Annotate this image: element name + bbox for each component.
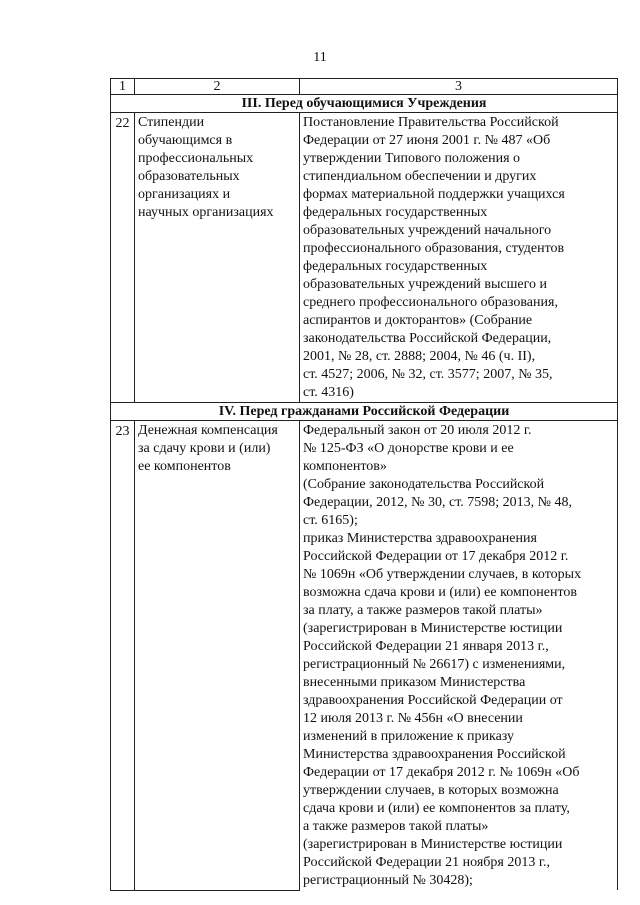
table-header-row — [111, 79, 618, 95]
legal-basis: Федеральный закон от 20 июля 2012 г. № 125-ФЗ «О донорстве крови и ее компонентов» (Собрание законодательства Российской Федерации, 2012, № 30, ст. 7598; 2013, № 48, ст. 6165); приказ Министерства здравоохранения Российской Федерации от 17 декабря 2012 г. № 1069н «Об утверждении случаев, в которых возможна сдача крови и (или) ее компонентов за плату, а также размеров такой платы» (зарегистрирован в Министерстве юстиции Российской Федерации 21 января 2013 г., регистрационный № 26617) с изменениями, внесенными приказом Министерства здравоохранения Российской Федерации от 12 июля 2013 г. № 456н «О внесении изменений в приложение к приказу Министерства здравоохранения Российской Федерации от 17 декабря 2012 г. № 1069н «Об утверждении случаев, в которых возможна сдача крови и (или) ее компонентов за плату, а также размеров такой платы» (зарегистрирован в Министерстве юстиции Российской Федерации 21 ноября 2013 г., регистрационный № 30428); — [300, 421, 618, 891]
legal-basis: Постановление Правительства Российской Федерации от 27 июня 2001 г. № 487 «Об утверждении Типового положения о стипендиальном обеспечении и других формах материальной поддержки учащихся федеральных государственных образовательных учреждений начального профессионального образования, студентов федеральных государственных образовательных учреждений высшего и среднего профессионального образования, аспирантов и докторантов» (Собрание законодательства Российской Федерации, 2001, № 28, ст. 2888; 2004, № 46 (ч. II), ст. 4527; 2006, № 32, ст. 3577; 2007, № 35, ст. 4316) — [300, 113, 618, 403]
header-col-1: 1 — [111, 79, 135, 95]
section-heading-row — [111, 95, 618, 113]
section-title: IV. Перед гражданами Российской Федерации — [111, 403, 618, 421]
section-heading-row — [111, 403, 618, 421]
obligations-table — [110, 78, 618, 891]
row-number: 22 — [111, 113, 135, 403]
table-row — [111, 113, 618, 403]
obligation-name: Денежная компенсация за сдачу крови и (или) ее компонентов — [135, 421, 300, 891]
row-number: 23 — [111, 421, 135, 891]
section-title: III. Перед обучающимися Учреждения — [111, 95, 618, 113]
page-number: 11 — [313, 50, 327, 65]
obligation-name: Стипендии обучающимся в профессиональных образовательных организациях и научных организациях — [135, 113, 300, 403]
header-col-2: 2 — [135, 79, 300, 95]
table-row — [111, 421, 618, 891]
header-col-3: 3 — [300, 79, 618, 95]
